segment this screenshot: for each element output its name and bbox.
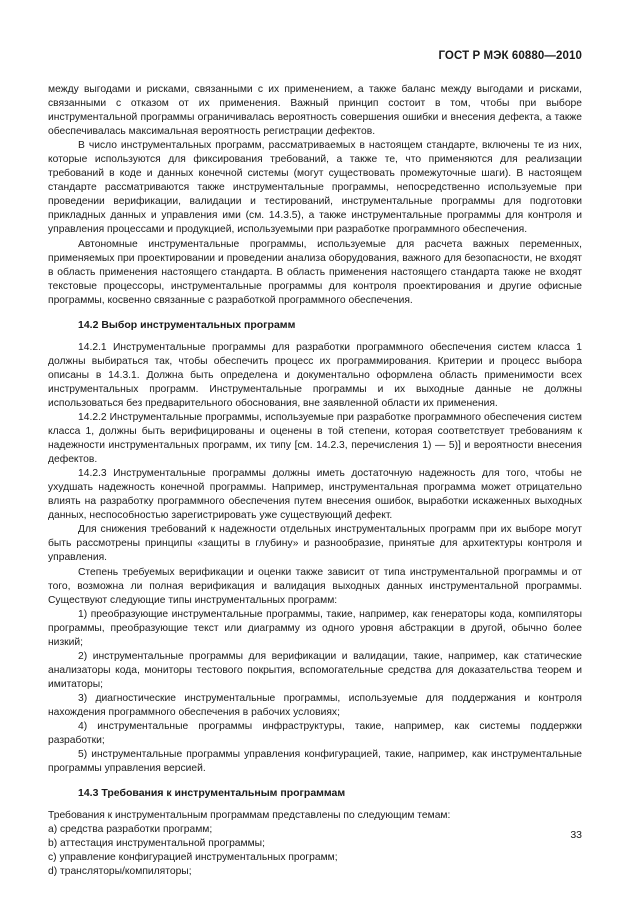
paragraph-autonomous-tools: Автономные инструментальные программы, используемые для расчета важных переменных, применяемых при проектировании и проведении анализа оборудования, важного для безопасности, не входят в область применения настоящего стандарта. В область применения настоящего стандарта также не входят текстовые процессоры, инструментальные программы для контроля проектирования и другие офисные программы, косвенно связанные с разработкой программного обеспечения.: [48, 238, 582, 306]
list-item-tool-type-3: 3) диагностические инструментальные программы, используемые для поддержания и контроля нахождения программного обеспечения в рабочих условиях;: [48, 692, 582, 718]
section-heading-14-3: 14.3 Требования к инструментальным программам: [78, 787, 346, 800]
list-item-tool-type-1: 1) преобразующие инструментальные программы, такие, например, как генераторы кода, компиляторы программы, преобразующие текст или диаграмму из одного уровня абстракции в другой, обычно более низкий;: [48, 608, 582, 648]
list-item-topic-a: a) средства разработки программ;: [48, 824, 213, 836]
document-header: ГОСТ Р МЭК 60880—2010: [438, 50, 582, 62]
list-item-tool-type-4: 4) инструментальные программы инфраструктуры, такие, например, как системы поддержки разработки;: [48, 721, 582, 747]
list-item-tool-type-5: 5) инструментальные программы управления конфигурацией, такие, например, как инструментальные программы управления версией.: [48, 749, 582, 775]
paragraph-14-2-3: 14.2.3 Инструментальные программы должны иметь достаточную надежность для того, чтобы не ухудшать надежность конечной программы. Например, инструментальная программа может отрицательно влиять на разработку программного обеспечения путем внесения ошибок, выработки искаженных выходных данных, неспособностью зарегистрировать уже существующий дефект.: [48, 468, 582, 522]
paragraph-14-2-2: 14.2.2 Инструментальные программы, используемые при разработке программного обеспечения систем класса 1, должны быть верифицированы и оценены в той степени, которая соответствует требованиям к надежности инструментальных программ, их типу [см. 14.2.3, перечисления 1) — 5)] и вероятности внесения дефектов.: [48, 411, 582, 466]
paragraph-14-2-1: 14.2.1 Инструментальные программы для разработки программного обеспечения систем класса 1 должны выбираться так, чтобы обеспечить процесс их программирования. Критерии и процесс выбора описаны в 14.3.1. Должна быть определена и документально оформлена область применимости всех инструментальных программ. Инструментальные программы и их выходные данные не должны использоваться без предварительного обоснования, вне заявленной области их применения.: [48, 341, 582, 409]
paragraph-continuation: между выгодами и рисками, связанными с их применением, а также баланс между выгодами и рисками, связанными с отказом от их применения. Важный принцип состоит в том, чтобы при выборе инструментальной программы ограничивалась вероятность совершения ошибки и внесения дефекта, а также обеспечивалась максимальная вероятность регистрации дефектов.: [48, 84, 582, 138]
section-heading-14-2: 14.2 Выбор инструментальных программ: [78, 318, 296, 331]
list-item-topic-d: d) трансляторы/компиляторы;: [48, 866, 192, 878]
list-item-topic-b: b) аттестация инструментальной программы;: [48, 838, 265, 850]
page-number: 33: [570, 829, 582, 841]
paragraph-14-3-intro: Требования к инструментальным программам представлены по следующим темам:: [48, 810, 451, 822]
list-item-topic-c: c) управление конфигурацией инструментальных программ;: [48, 852, 338, 864]
paragraph-defense-in-depth: Для снижения требований к надежности отдельных инструментальных программ при их выборе могут быть рассмотрены принципы «защиты в глубину» и разнообразие, принятые для архитектуры контроля и управления.: [48, 524, 582, 564]
paragraph-tool-types-intro: Степень требуемых верификации и оценки также зависит от типа инструментальной программы и от того, возможна ли полная верификация и валидация выходных данных инструментальной программы. Существуют следующие типы инструментальных программ:: [48, 566, 582, 606]
list-item-tool-type-2: 2) инструментальные программы для верификации и валидации, такие, например, как статические анализаторы кода, мониторы тестового покрытия, вспомогательные средства для доказательства теорем и имитаторы;: [48, 650, 582, 690]
document-body: [48, 83, 582, 879]
paragraph-tools-scope: В число инструментальных программ, рассматриваемых в настоящем стандарте, включены те из них, которые используются для фиксирования требований, а также те, что применяются для реализации требований в коде и данных конечной системы (могут существовать промежуточные шаги). В настоящем стандарте рассматриваются также инструментальные программы, непосредственно используемые при проведении верификации, валидации и тестирований, инструментальные программы для подготовки прикладных данных и управления ими (см. 14.3.5), а также инструментальные программы для контроля и управления процессами и продукцией, используемыми при разработке программного обеспечения.: [48, 140, 582, 236]
